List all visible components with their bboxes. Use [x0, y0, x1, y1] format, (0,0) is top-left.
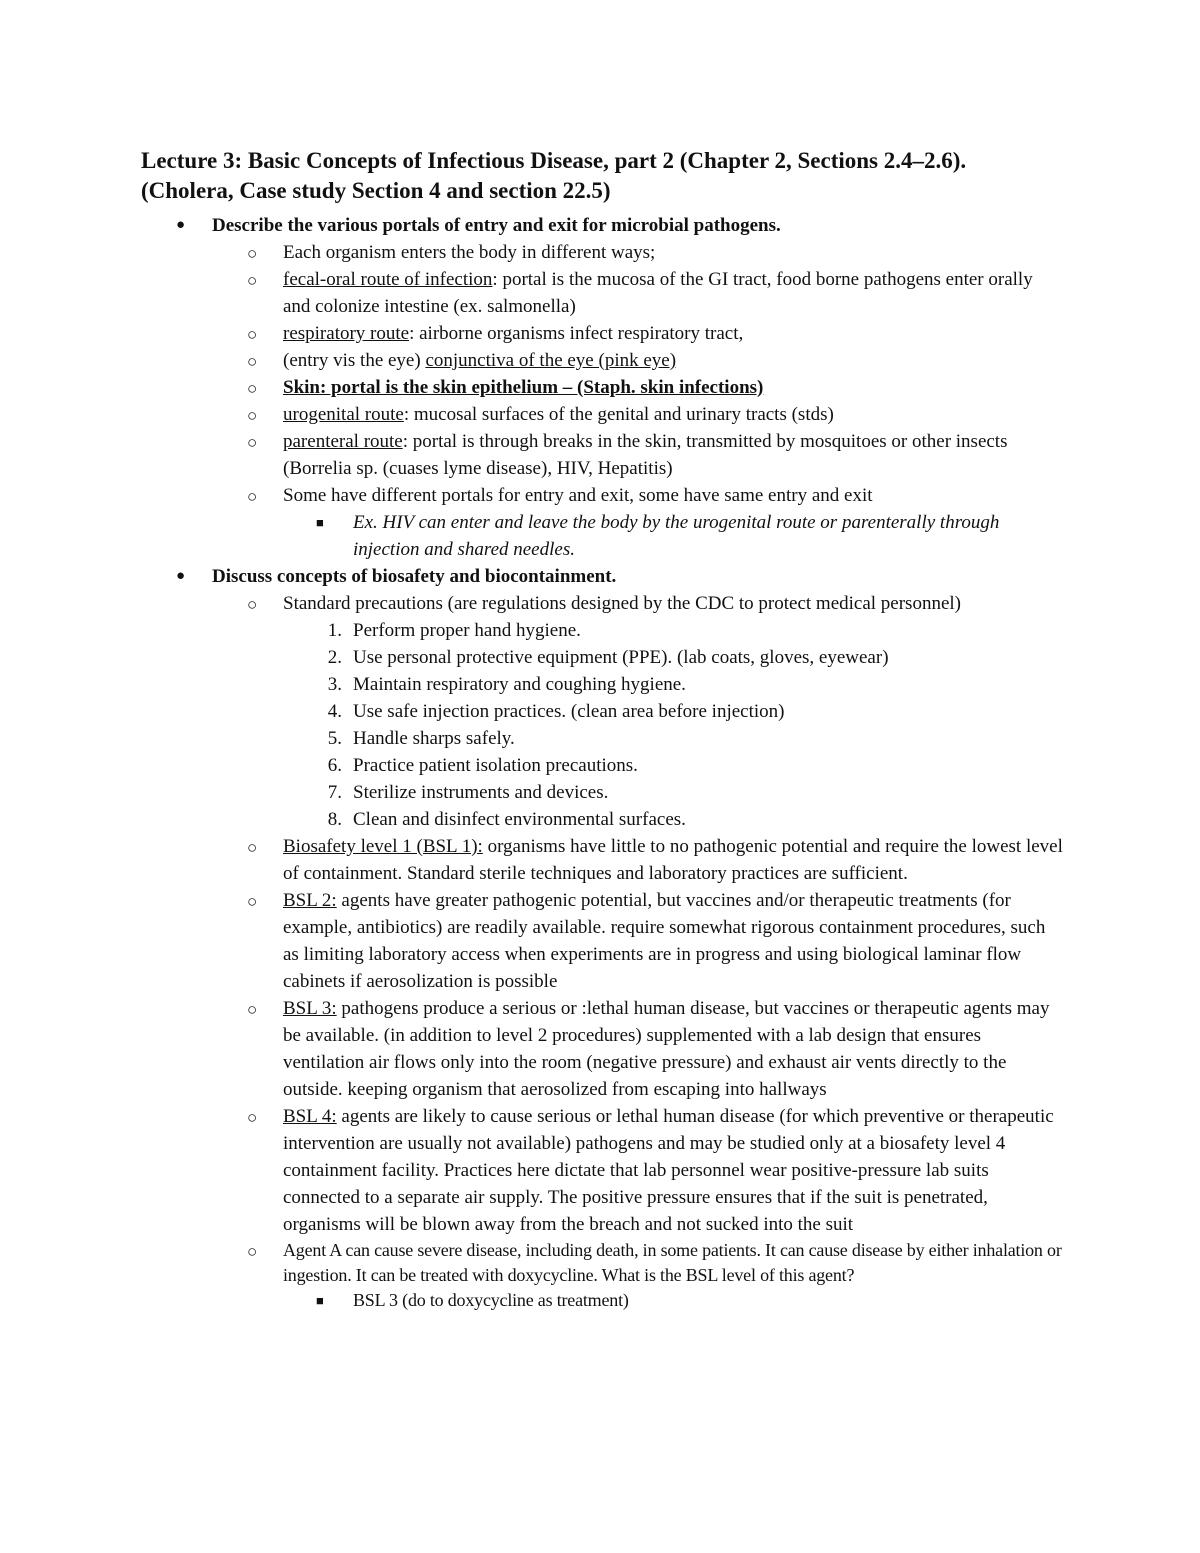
hollow-circle-bullet-icon: ○ [247, 1242, 258, 1261]
item-number: 5. [327, 728, 342, 749]
square-bullet-icon: ■ [316, 1293, 324, 1308]
term: Biosafety level 1 (BSL 1): [283, 836, 483, 857]
hollow-circle-bullet-icon: ○ [247, 487, 258, 506]
numbered-item [0, 806, 1053, 833]
sub-list-item [0, 509, 1053, 563]
item-text: agents have greater pathogenic potential, but vaccines and/or therapeutic treatments (for example, antibiotics) are readily available. require somewhat rigorous containment procedures, such as limiting laboratory access when experiments are in progress and using biological laminar flow cabinets if aerosolization is possible [283, 890, 1046, 992]
item-text: Perform proper hand hygiene. [353, 620, 581, 641]
item-text: : portal is the mucosa of the GI tract, food borne pathogens enter orally and colonize intestine (ex. salmonella) [283, 269, 1033, 317]
filled-circle-bullet-icon: ● [176, 568, 186, 584]
list-item [0, 482, 1063, 509]
numbered-item [0, 671, 1053, 698]
list-item [0, 590, 1063, 617]
hollow-circle-bullet-icon: ○ [247, 433, 258, 452]
term: fecal-oral route of infection [283, 269, 493, 290]
list-item [0, 239, 1063, 266]
term: BSL 2: [283, 890, 337, 911]
item-text: Clean and disinfect environmental surfaces. [353, 809, 686, 830]
term: parenteral route [283, 431, 403, 452]
term: conjunctiva of the eye (pink eye) [425, 350, 677, 371]
item-text: Maintain respiratory and coughing hygiene. [353, 674, 686, 695]
item-text: Standard precautions (are regulations designed by the CDC to protect medical personnel) [283, 593, 961, 614]
filled-circle-bullet-icon: ● [176, 217, 186, 233]
list-item-bsl1 [0, 833, 1063, 887]
item-text: Handle sharps safely. [353, 728, 515, 749]
item-text: (entry vis the eye) [283, 350, 426, 371]
item-text: Use personal protective equipment (PPE). (lab coats, gloves, eyewear) [353, 647, 889, 668]
objective-portals [0, 212, 1200, 239]
item-text-emphasis: Skin: portal is the skin epithelium – (Staph. skin infections) [283, 377, 764, 398]
numbered-item [0, 725, 1053, 752]
list-item-bsl4 [0, 1103, 1063, 1238]
numbered-item [0, 617, 1053, 644]
hollow-circle-bullet-icon: ○ [247, 352, 258, 371]
objective-heading: Describe the various portals of entry and exit for microbial pathogens. [212, 215, 781, 236]
hollow-circle-bullet-icon: ○ [247, 892, 258, 911]
list-item-bsl3 [0, 995, 1063, 1103]
hollow-circle-bullet-icon: ○ [247, 406, 258, 425]
hollow-circle-bullet-icon: ○ [247, 1000, 258, 1019]
answer-text: BSL 3 (do to doxycycline as treatment) [353, 1290, 629, 1310]
item-number: 3. [327, 674, 342, 695]
title-line-2: (Cholera, Case study Section 4 and section 22.5) [141, 178, 611, 203]
item-number: 2. [327, 647, 342, 668]
sub-list-item-answer [0, 1288, 1053, 1313]
term: BSL 4: [283, 1106, 337, 1127]
item-text: Practice patient isolation precautions. [353, 755, 638, 776]
list-item [0, 347, 1063, 374]
item-text: : airborne organisms infect respiratory tract, [409, 323, 744, 344]
numbered-item [0, 752, 1053, 779]
item-number: 8. [327, 809, 342, 830]
item-text: Use safe injection practices. (clean area before injection) [353, 701, 785, 722]
list-item [0, 266, 1063, 320]
item-number: 7. [327, 782, 342, 803]
numbered-item [0, 698, 1053, 725]
objective-heading: Discuss concepts of biosafety and biocontainment. [212, 566, 617, 587]
list-item [0, 428, 1063, 482]
item-text: pathogens produce a serious or :lethal human disease, but vaccines or therapeutic agents may be available. (in addition to level 2 procedures) supplemented with a lab design that ensures ventilation air flows only into the room (negative pressure) and exhaust air vents directly to the outside. keeping organism that aerosolized from escaping into hallways [283, 998, 1050, 1100]
list-item [0, 320, 1063, 347]
item-text: organisms have little to no pathogenic potential and require the lowest level of containment. Standard sterile techniques and laboratory practices are sufficient. [283, 836, 1063, 884]
term: urogenital route [283, 404, 404, 425]
item-text: Each organism enters the body in different ways; [283, 242, 656, 263]
item-text: Some have different portals for entry and exit, some have same entry and exit [283, 485, 873, 506]
hollow-circle-bullet-icon: ○ [247, 325, 258, 344]
list-item-question [0, 1238, 1063, 1288]
lecture-notes [0, 212, 1200, 1313]
numbered-item [0, 779, 1053, 806]
example-text: Ex. HIV can enter and leave the body by the urogenital route or parenterally through injection and shared needles. [353, 512, 1000, 560]
hollow-circle-bullet-icon: ○ [247, 1108, 258, 1127]
term: BSL 3: [283, 998, 337, 1019]
list-item [0, 401, 1063, 428]
item-text: Sterilize instruments and devices. [353, 782, 609, 803]
hollow-circle-bullet-icon: ○ [247, 595, 258, 614]
item-text: : portal is through breaks in the skin, transmitted by mosquitoes or other insects (Borrelia sp. (cuases lyme disease), HIV, Hepatitis) [283, 431, 1008, 479]
item-number: 4. [327, 701, 342, 722]
list-item [0, 374, 1063, 401]
term: respiratory route [283, 323, 410, 344]
item-number: 1. [327, 620, 342, 641]
hollow-circle-bullet-icon: ○ [247, 244, 258, 263]
hollow-circle-bullet-icon: ○ [247, 379, 258, 398]
square-bullet-icon: ■ [316, 515, 324, 530]
question-text: Agent A can cause severe disease, including death, in some patients. It can cause disease by either inhalation or ingestion. It can be treated with doxycycline. What is the BSL level of this agent? [283, 1240, 1062, 1285]
item-number: 6. [327, 755, 342, 776]
objective-biosafety [0, 563, 1200, 590]
hollow-circle-bullet-icon: ○ [247, 271, 258, 290]
numbered-item [0, 644, 1053, 671]
hollow-circle-bullet-icon: ○ [247, 838, 258, 857]
lecture-title [141, 146, 1141, 206]
item-text: : mucosal surfaces of the genital and urinary tracts (stds) [403, 404, 834, 425]
list-item-bsl2 [0, 887, 1063, 995]
title-line-1: Lecture 3: Basic Concepts of Infectious Disease, part 2 (Chapter 2, Sections 2.4–2.6). [141, 148, 967, 173]
item-text: agents are likely to cause serious or lethal human disease (for which preventive or therapeutic intervention are usually not available) pathogens and may be studied only at a biosafety level 4 containment facility. Practices here dictate that lab personnel wear positive-pressure lab suits connected to a separate air supply. The positive pressure ensures that if the suit is penetrated, organisms will be blown away from the breach and not sucked into the suit [283, 1106, 1054, 1235]
